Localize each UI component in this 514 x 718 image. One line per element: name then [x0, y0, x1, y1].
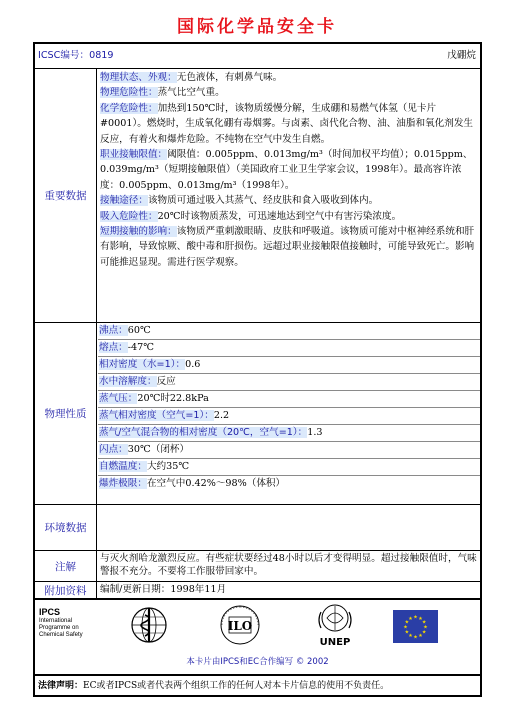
- eu-star-icon: ★: [408, 615, 413, 622]
- eu-star-icon: ★: [423, 624, 428, 631]
- environment-section: [35, 505, 480, 550]
- unep-logo-icon: [313, 602, 357, 650]
- additional-section: [35, 582, 480, 598]
- safety-card-table: [33, 42, 482, 697]
- important-item-4: 接触途径：该物质可通过吸入其蒸气、经皮肤和食入吸收到体内。: [100, 195, 379, 207]
- eu-star-icon: ★: [413, 634, 418, 641]
- property-row: 水中溶解度：反应: [98, 373, 480, 390]
- property-row: 蒸气/空气混合物的相对密度（20℃，空气=1）：1.3: [98, 424, 480, 441]
- card-title: 国际化学品安全卡: [177, 17, 337, 37]
- ipcs-ec-credit: 本卡片由IPCS和EC合作编写 © 2002: [186, 657, 329, 667]
- important-data-section: [35, 69, 480, 322]
- chemical-name: 戊硼烷: [447, 50, 476, 61]
- property-row: 闪点：30℃（闭杯）: [98, 441, 480, 458]
- who-emblem-icon: [129, 605, 169, 645]
- legal-statement: 法律声明：EC或者IPCS或者代表两个组织工作的任何人对本卡片信息的使用不负责任。: [38, 681, 390, 691]
- ilo-logo-icon: [219, 604, 261, 646]
- property-row: 蒸气压：20℃时22.8kPa: [98, 390, 480, 407]
- environment-label: 环境数据: [35, 505, 97, 550]
- property-row: 爆炸极限：在空气中0.42%～98%（体积）: [98, 475, 480, 492]
- eu-star-icon: ★: [413, 614, 418, 621]
- additional-label: 附加资料: [35, 582, 97, 598]
- physical-properties-list: [98, 323, 480, 504]
- notes-section: [35, 551, 480, 581]
- physical-properties-section: [35, 323, 480, 504]
- svg-text:UNEP: UNEP: [319, 637, 351, 648]
- eu-star-icon: ★: [421, 619, 427, 626]
- ipcs-logo-text: IPCS International Programme on Chemical Safety: [39, 607, 83, 638]
- icsc-number: ICSC编号：0819: [38, 50, 114, 61]
- property-row: 蒸气相对密度（空气=1）：2.2: [98, 407, 480, 424]
- notes-label: 注解: [35, 551, 97, 581]
- physical-properties-label: 物理性质: [35, 323, 97, 504]
- important-item-1: 物理危险性：蒸气比空气重。: [100, 87, 225, 99]
- eu-star-icon: ★: [418, 615, 423, 622]
- eu-star-icon: ★: [408, 633, 413, 640]
- important-item-5: 吸入危险性：20℃时该物质蒸发，可迅速地达到空气中有害污染浓度。: [100, 210, 402, 222]
- eu-star-icon: ★: [418, 633, 423, 640]
- important-item-6: 短期接触的影响：该物质严重刺激眼睛、皮肤和呼吸道。该物质可能对中枢神经系统和肝有影响，导致惊厥、酸中毒和肝损伤。远超过职业接触限值接触时，可能导致死亡。影响可能推迟显现。需进行医学观察。: [100, 226, 475, 268]
- property-row: 沸点：60℃: [99, 325, 151, 336]
- additional-text: 编制/更新日期：1998年11月: [100, 584, 227, 595]
- logos-row: [35, 600, 480, 674]
- svg-text:ILO: ILO: [227, 619, 253, 633]
- property-row: 自燃温度：大约35℃: [98, 458, 480, 475]
- important-data-text: [98, 69, 480, 270]
- eu-star-icon: ★: [421, 629, 427, 636]
- property-row: 熔点：-47℃: [98, 339, 480, 356]
- important-item-3: 职业接触限值：阈限值：0.005ppm、0.013mg/m³（时间加权平均值）；0.015ppm、0.039mg/m³（短期接触限值）（美国政府工业卫生学家会议，1998年）。最高容许浓度：0.005ppm、0.013mg/m³（1998年）。: [100, 149, 473, 191]
- icsc-header-row: [35, 44, 480, 68]
- eu-star-icon: ★: [403, 624, 408, 631]
- notes-text: 与灭火剂哈龙激烈反应。有些症状要经过48小时以后才变得明显。超过接触限值时，气味警报不充分。不要将工作服带回家中。: [100, 553, 477, 577]
- eu-star-icon: ★: [404, 629, 410, 636]
- eu-star-icon: ★: [404, 619, 410, 626]
- important-item-2: 化学危险性：加热到150℃时，该物质缓慢分解，生成硼和易燃气体氢（见卡片#0001）。燃烧时，生成氧化硼有毒烟雾。与卤素、卤代化合物、油、油脂和氧化剂发生反应，有着火和爆炸危险。不纯物在空气中发生自燃。: [100, 102, 474, 145]
- environment-content: [98, 505, 480, 550]
- eu-flag-icon: [393, 610, 438, 643]
- important-data-label: 重要数据: [35, 69, 97, 322]
- property-row: 相对密度（水=1）：0.6: [98, 356, 480, 373]
- important-item-0: 物理状态、外观：无色液体，有刺鼻气味。: [100, 72, 283, 83]
